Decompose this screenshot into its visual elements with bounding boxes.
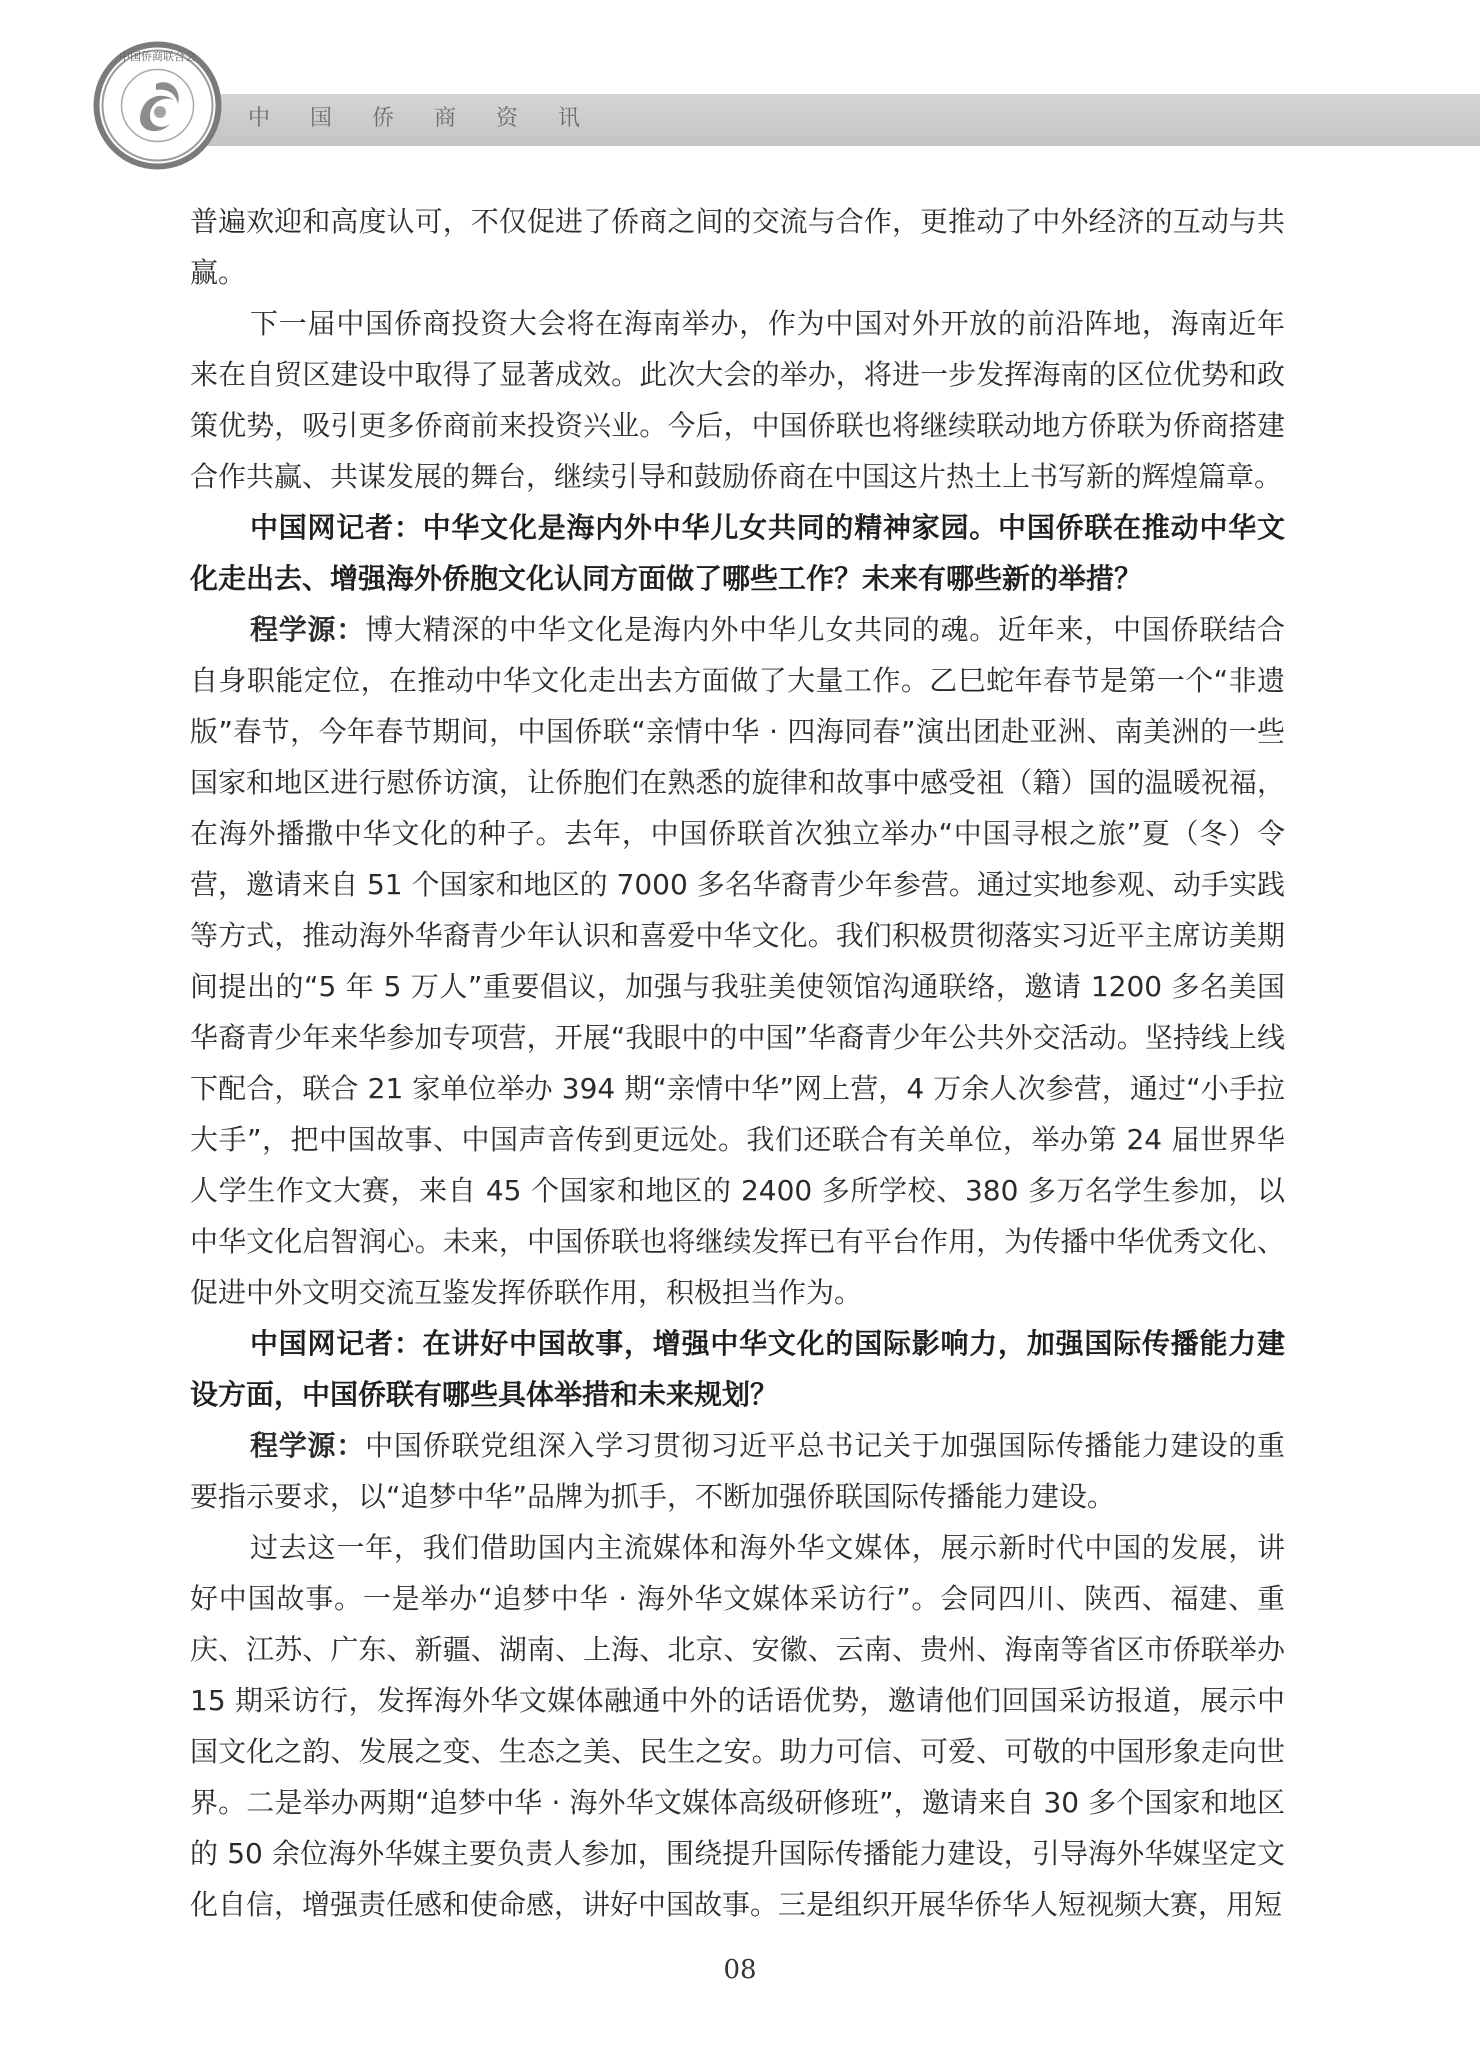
answer-text: 中国侨联党组深入学习贯彻习近平总书记关于加强国际传播能力建设的重要指示要求，以“追梦中华”品牌为抓手，不断加强侨联国际传播能力建设。 <box>190 1429 1285 1513</box>
logo-text: 中国侨商联合会 <box>119 50 196 63</box>
interview-question: 中国网记者：在讲好中国故事，增强中华文化的国际影响力，加强国际传播能力建设方面，中国侨联有哪些具体举措和未来规划？ <box>190 1327 1285 1411</box>
paragraph: 下一届中国侨商投资大会将在海南举办，作为中国对外开放的前沿阵地，海南近年来在自贸区建设中取得了显著成效。此次大会的举办，将进一步发挥海南的区位优势和政策优势，吸引更多侨商前来投资兴业。今后，中国侨联也将继续联动地方侨联为侨商搭建合作共赢、共谋发展的舞台，继续引导和鼓励侨商在中国这片热土上书写新的辉煌篇章。 <box>190 307 1285 493</box>
interview-question: 中国网记者：中华文化是海内外中华儿女共同的精神家园。中国侨联在推动中华文化走出去、增强海外侨胞文化认同方面做了哪些工作？未来有哪些新的举措？ <box>190 511 1285 595</box>
federation-logo <box>90 38 225 173</box>
interview-answer <box>190 604 1285 1318</box>
speaker-label: 程学源： <box>250 613 366 646</box>
paragraph: 普遍欢迎和高度认可，不仅促进了侨商之间的交流与合作，更推动了中外经济的互动与共赢。 <box>190 205 1285 289</box>
interview-answer <box>190 1420 1285 1522</box>
paragraph: 过去这一年，我们借助国内主流媒体和海外华文媒体，展示新时代中国的发展，讲好中国故事。一是举办“追梦中华 · 海外华文媒体采访行”。会同四川、陕西、福建、重庆、江苏、广东、新疆、湖南、上海、北京、安徽、云南、贵州、海南等省区市侨联举办 15 期采访行，发挥海外华文媒体融通中外的话语优势，邀请他们回国采访报道，展示中国文化之韵、发展之变、生态之美、民生之安。助力可信、可爱、可敬的中国形象走向世界。二是举办两期“追梦中华 · 海外华文媒体高级研修班”，邀请来自 30 多个国家和地区的 50 余位海外华媒主要负责人参加，围绕提升国际传播能力建设，引导海外华媒坚定文化自信，增强责任感和使命感，讲好中国故事。三是组织开展华侨华人短视频大赛，用短 <box>190 1531 1285 1921</box>
page-number: 08 <box>723 1955 757 1985</box>
page-header-title: 中国侨商资讯 <box>248 106 621 131</box>
answer-text: 博大精深的中华文化是海内外中华儿女共同的魂。近年来，中国侨联结合自身职能定位，在推动中华文化走出去方面做了大量工作。乙巳蛇年春节是第一个“非遗版”春节，今年春节期间，中国侨联“亲情中华 · 四海同春”演出团赴亚洲、南美洲的一些国家和地区进行慰侨访演，让侨胞们在熟悉的旋律和故事中感受祖（籍）国的温暖祝福，在海外播撒中华文化的种子。去年，中国侨联首次独立举办“中国寻根之旅”夏（冬）令营，邀请来自 51 个国家和地区的 7000 多名华裔青少年参营。通过实地参观、动手实践等方式，推动海外华裔青少年认识和喜爱中华文化。我们积极贯彻落实习近平主席访美期间提出的“5 年 5 万人”重要倡议，加强与我驻美使领馆沟通联络，邀请 1200 多名美国华裔青少年来华参加专项营，开展“我眼中的中国”华裔青少年公共外交活动。坚持线上线下配合，联合 21 家单位举办 394 期“亲情中华”网上营，4 万余人次参营，通过“小手拉大手”，把中国故事、中国声音传到更远处。我们还联合有关单位，举办第 24 届世界华人学生作文大赛，来自 45 个国家和地区的 2400 多所学校、380 多万名学生参加，以中华文化启智润心。未来，中国侨联也将继续发挥已有平台作用，为传播中华优秀文化、促进中外文明交流互鉴发挥侨联作用，积极担当作为。 <box>190 613 1285 1309</box>
speaker-label: 程学源： <box>250 1429 366 1462</box>
article-body <box>190 196 1285 1930</box>
